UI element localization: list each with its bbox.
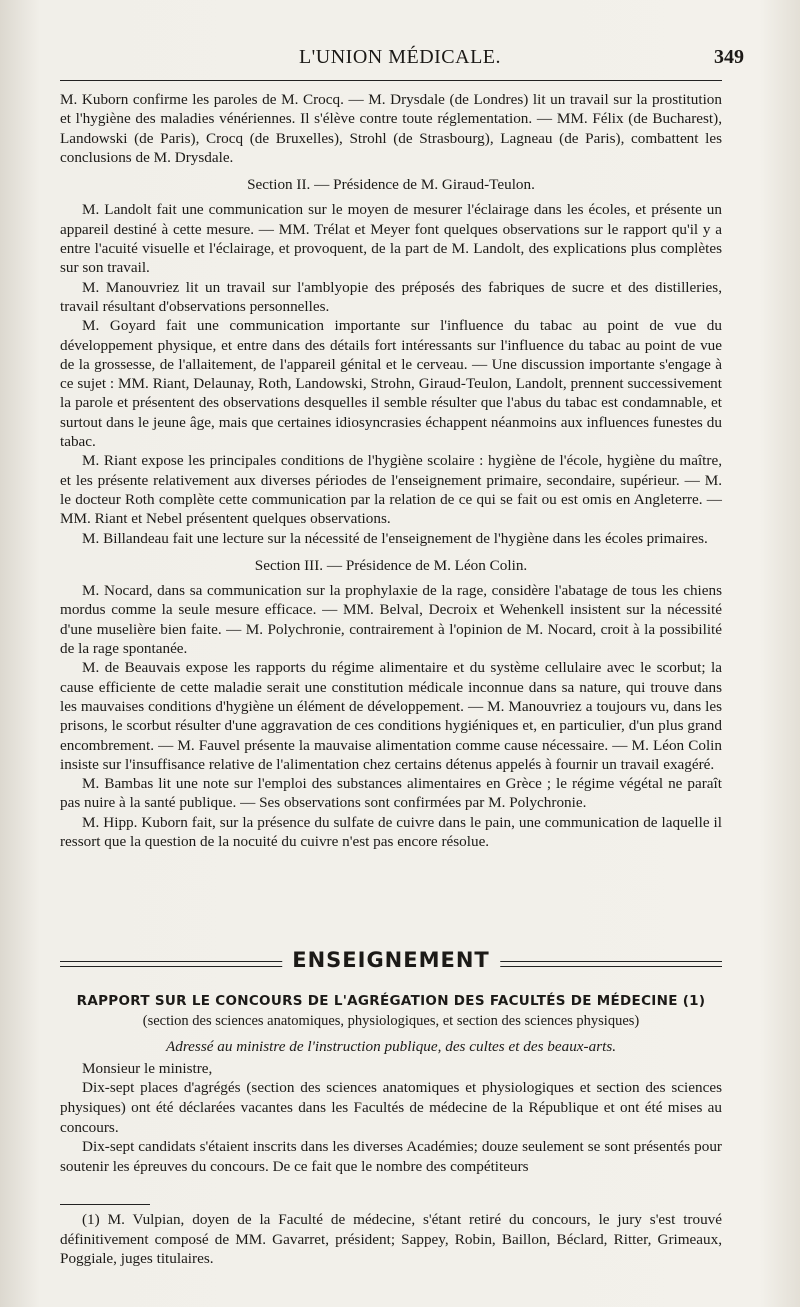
paragraph-billandeau: M. Billandeau fait une lecture sur la nécessité de l'enseignement de l'hygiène dans les écoles primaires. [82, 529, 708, 547]
section-ii-title: Section II. — Présidence de M. Giraud-Teulon. [247, 176, 535, 194]
paragraph-kuborn: M. Kuborn confirme les paroles de M. Crocq. — M. Drysdale (de Londres) lit un travail sur la prostitution et l'hygiène des maladies vénériennes. Il s'élève contre toute réglementation. — MM. Félix (de Bucharest), Landowski (de Paris), Crocq (de Bruxelles), Strohl (de Strasbourg), Lagneau (de Paris), combattent les conclusions de M. Drysdale. [60, 91, 722, 166]
footnote-rule [60, 1204, 150, 1205]
footnote: (1) M. Vulpian, doyen de la Faculté de médecine, s'étant retiré du concours, le jury s'est trouvé définitivement composé de MM. Gavarret, président; Sappey, Robin, Baillon, Béclard, Ritter, Grimeaux, Poggiale, juges titulaires. [60, 1211, 722, 1268]
paragraph-nocard: M. Nocard, dans sa communication sur la prophylaxie de la rage, considère l'abatage de tous les chiens mordus comme la seule mesure efficace. — MM. Belval, Decroix et Wehenkell insistent sur la nécessité d'une muselière bien faite. — M. Polychronie, contrairement à l'opinion de M. Nocard, croit à la possibilité de la rage spontanée. [60, 582, 722, 658]
paragraph-goyard: M. Goyard fait une communication importante sur l'influence du tabac au point de vue du développement physique, et entre dans des détails fort intéressants sur l'influence du tabac au point de vue de la grossesse, de l'allaitement, de l'appareil génital et le cerveau. — Une discussion importante s'engage à ce sujet : MM. Riant, Delaunay, Roth, Landowski, Strohn, Giraud-Teulon, Landolt, prennent successivement la parole et présentent des observations desquelles il semble résulter que l'abus du tabac est condamnable, et surtout dans le jeune âge, mais que certaines idiosyncrasies échappent néanmoins aux influences funestes du tabac. [60, 317, 722, 451]
running-title: L'UNION MÉDICALE. [298, 46, 502, 68]
paragraph-hipp-kuborn: M. Hipp. Kuborn fait, sur la présence du sulfate de cuivre dans le pain, une communication de laquelle il ressort que la question de la nocuité du cuivre n'est pas encore résolue. [60, 813, 722, 850]
report-paragraph-2: Dix-sept candidats s'étaient inscrits dans les diverses Académies; douze seulement se sont présentés pour soutenir les épreuves du concours. De ce fait que le nombre des compétiteurs [60, 1138, 722, 1175]
report-subtitle: (section des sciences anatomiques, physiologiques, et section des sciences physiques) [142, 1012, 640, 1029]
running-head [60, 42, 744, 72]
paragraph-beauvais: M. de Beauvais expose les rapports du régime alimentaire et du système cellulaire avec le scorbut; la cause efficiente de cette maladie serait une constitution médicale inconnue dans sa nature, qui trouve dans les mauvaises conditions d'hygiène un élément de développement. — M. Manouvriez a toujours vu, dans les prisons, le scorbut résulter d'une aggravation de ces conditions hygiéniques et, en particulier, d'un plus grand encombrement. — M. Fauvel présente la mauvaise alimentation comme cause nécessaire. — M. Léon Colin insiste sur l'insuffisance relative de l'alimentation chez certains détenus appelés à fournir un travail exagéré. [60, 659, 722, 773]
section-iii-title: Section III. — Présidence de M. Léon Colin. [254, 556, 528, 574]
report-paragraph-1: Dix-sept places d'agrégés (section des sciences anatomiques et physiologiques et section des sciences physiques) ont été déclarées vacantes dans les Facultés de médecine de la République et ont été mises au concours. [60, 1079, 722, 1136]
report-title: RAPPORT SUR LE CONCOURS DE L'AGRÉGATION DES FACULTÉS DE MÉDECINE (1) [76, 993, 706, 1009]
paragraph-landolt: M. Landolt fait une communication sur le moyen de mesurer l'éclairage dans les écoles, et présente un appareil destiné à cette mesure. — MM. Trélat et Meyer font quelques observations sur le rapport qu'il y a entre l'acuité visuelle et l'éclairage, et provoquent, de la part de M. Landolt, des explications plus complètes sur son travail. [60, 201, 722, 277]
enseignement-label: ENSEIGNEMENT [282, 948, 500, 972]
salutation: Monsieur le ministre, [82, 1059, 213, 1077]
paragraph-riant: M. Riant expose les principales conditions de l'hygiène scolaire : hygiène de l'école, hygiène du maître, et les présente relativement aux diverses périodes de l'enseignement primaire, secondaire, supérieur. — M. le docteur Roth complète cette communication par la relation de ce qui se fait ou est omis en Angleterre. — MM. Riant et Nebel présentent quelques observations. [60, 452, 722, 528]
header-rule [60, 80, 722, 81]
page-number: 349 [714, 46, 744, 68]
paragraph-manouvriez: M. Manouvriez lit un travail sur l'amblyopie des préposés des fabriques de sucre et des distilleries, travail résultant d'observations personnelles. [60, 278, 722, 315]
report [60, 992, 722, 1176]
article-body [60, 90, 722, 851]
enseignement-heading [60, 948, 722, 978]
report-address: Adressé au ministre de l'instruction publique, des cultes et des beaux-arts. [165, 1038, 617, 1056]
paragraph-bambas: M. Bambas lit une note sur l'emploi des substances alimentaires en Grèce ; le régime végétal ne paraît pas nuire à la santé publique. — Ses observations sont confirmées par M. Polychronie. [60, 775, 722, 812]
